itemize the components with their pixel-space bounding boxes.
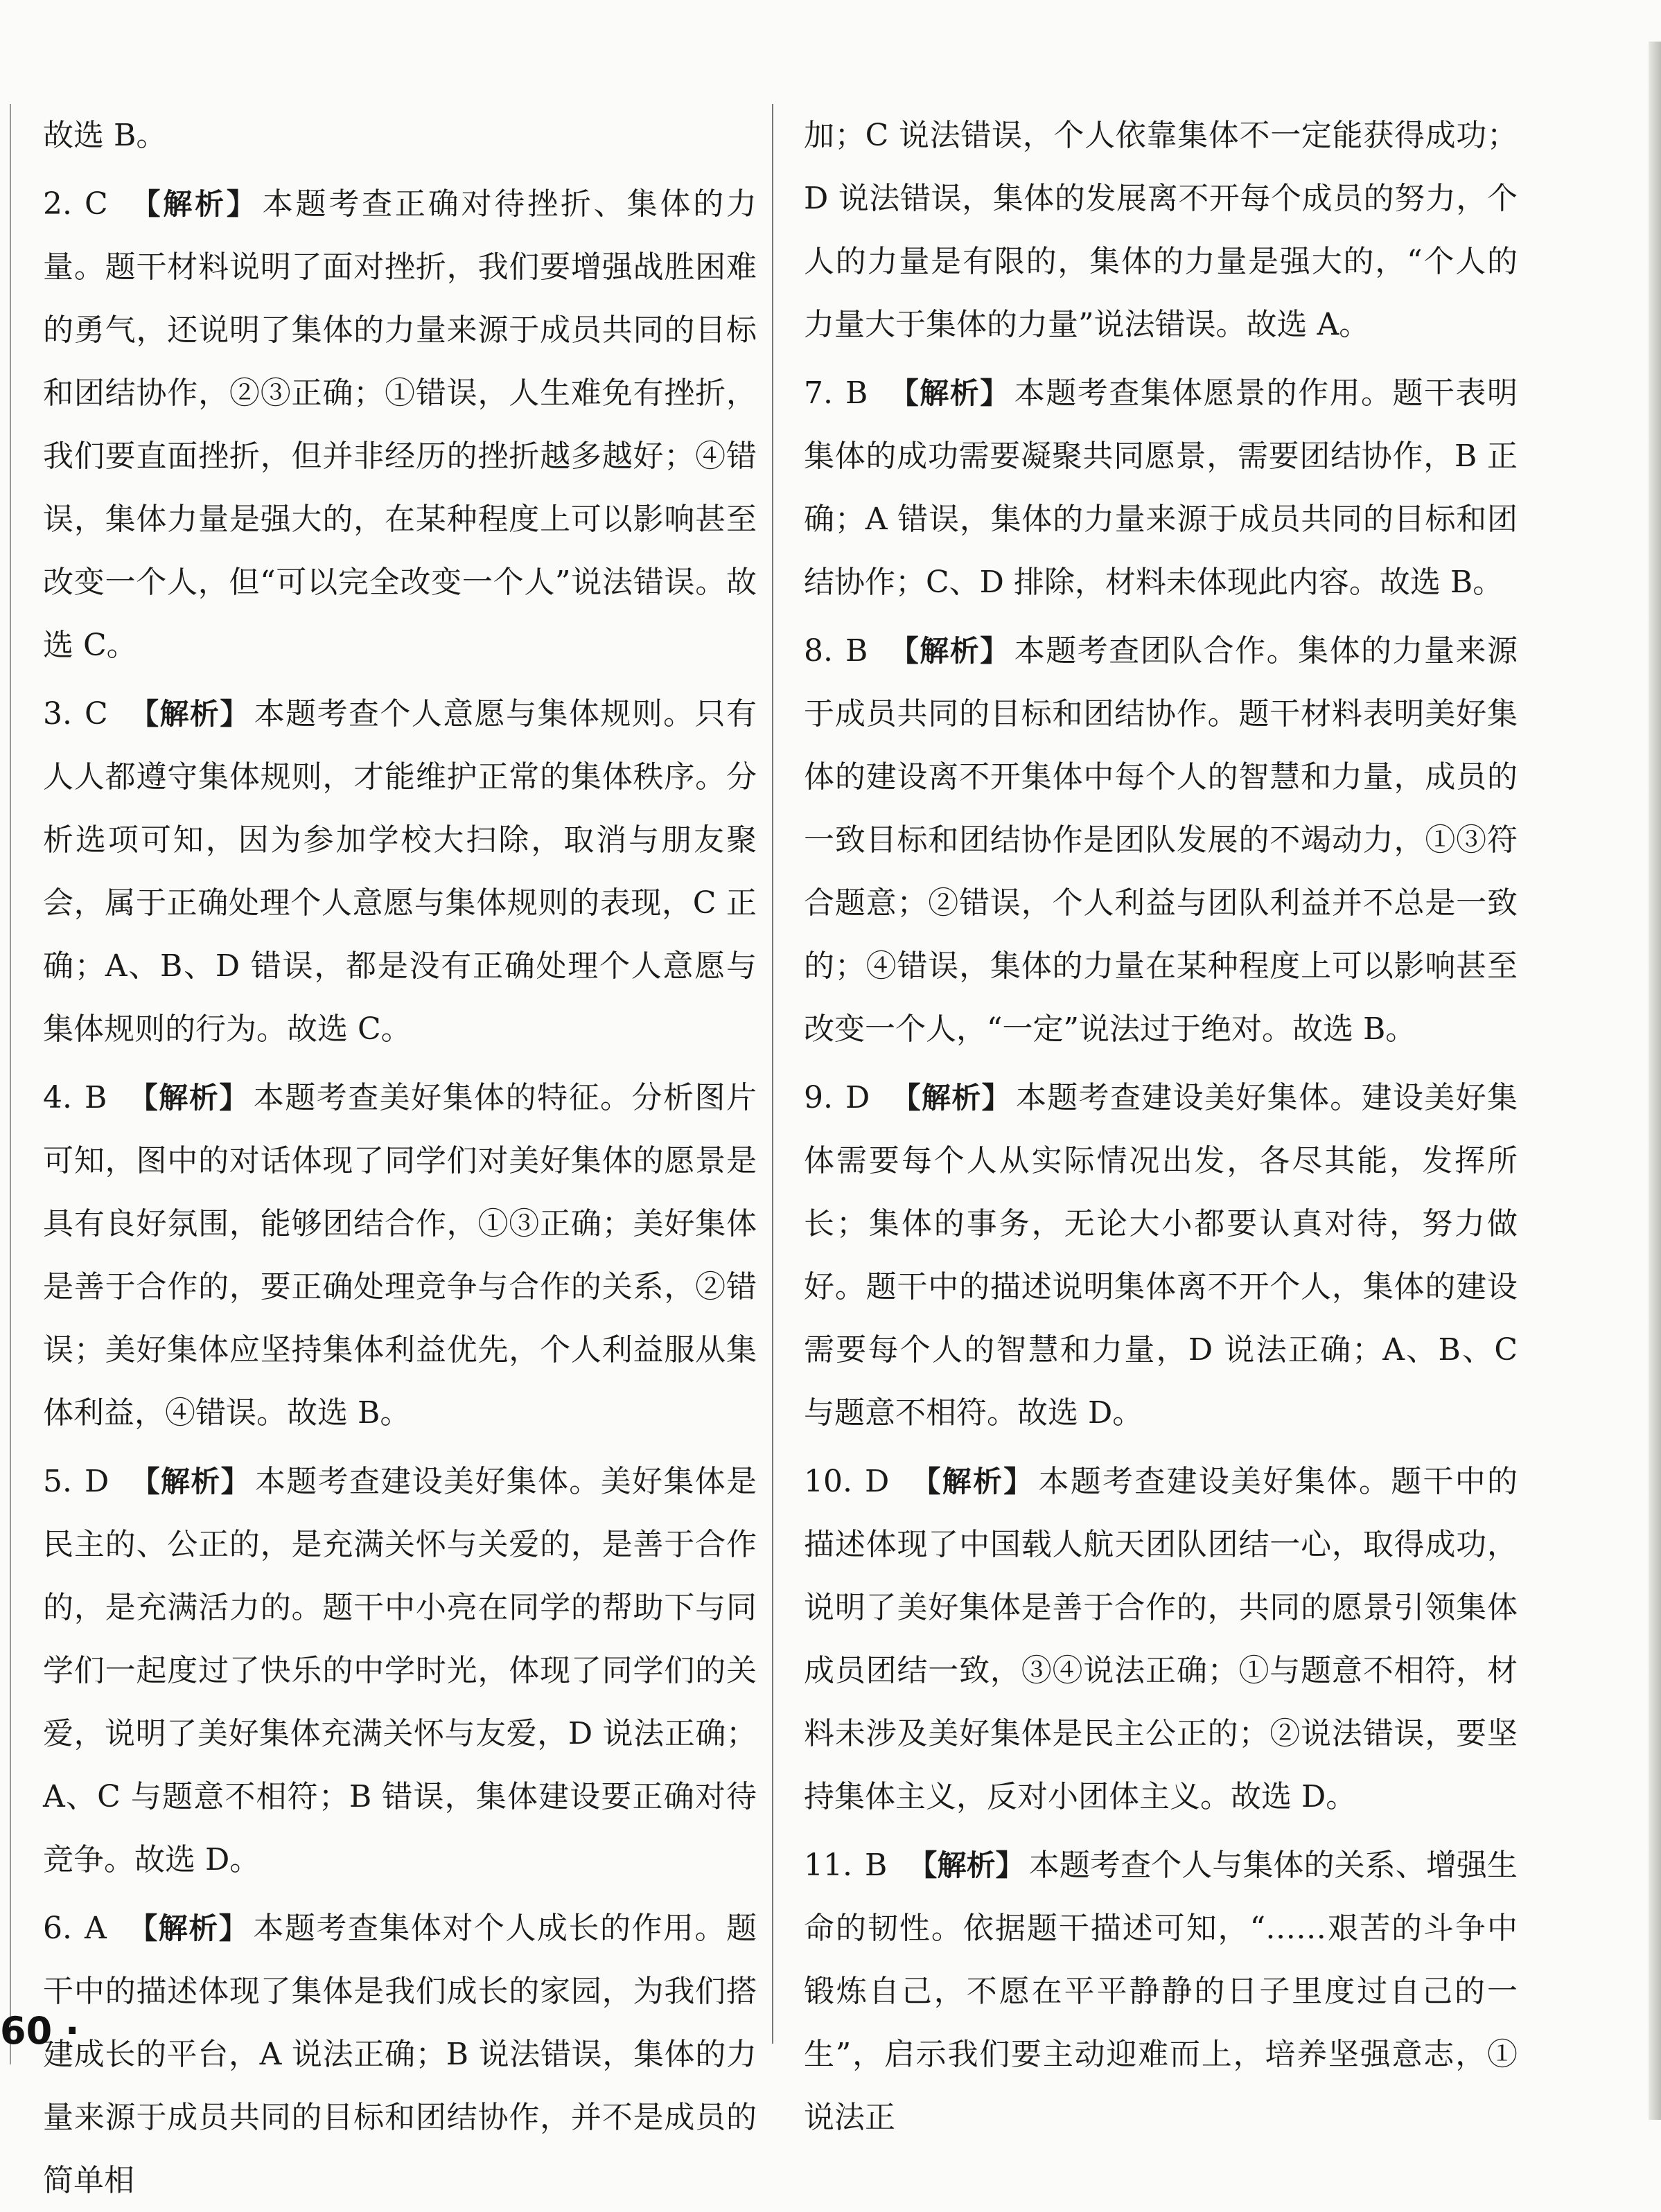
- page-edge-shadow: [1649, 42, 1661, 2120]
- analysis-text: 本题考查建设美好集体。建设美好集体需要每个人从实际情况出发，各尽其能，发挥所长；集体的事务，无论大小都要认真对待，努力做好。题干中的描述说明集体离不开个人，集体的建设需要每个人的智慧和力量，D 说法正确；A、B、C 与题意不相符。故选 D。: [804, 1080, 1518, 1431]
- left-column: [43, 104, 757, 2198]
- answer-letter: D: [845, 1080, 870, 1115]
- analysis-tag: 【解析】: [890, 1081, 1012, 1115]
- answer-letter: D: [84, 1464, 109, 1499]
- answer-entry-6: [43, 1897, 757, 2212]
- answer-entry-4: [43, 1066, 757, 1444]
- binding-margin-line: [10, 104, 11, 2064]
- question-number: 3.: [43, 696, 72, 732]
- right-column-intro: 加；C 说法错误，个人依靠集体不一定能获得成功；D 说法错误，集体的发展离不开每个成员的努力，个人的力量是有限的，集体的力量是强大的，“个人的力量大于集体的力量”说法错误。故选 A。: [804, 118, 1518, 342]
- question-number: 4.: [43, 1080, 72, 1115]
- analysis-text: 本题考查个人与集体的关系、增强生命的韧性。依据题干描述可知，“……艰苦的斗争中锻炼自己，不愿在平平静静的日子里度过自己的一生”，启示我们要主动迎难而上，培养坚强意志，①说法正: [804, 1848, 1518, 2135]
- question-number: 11.: [804, 1848, 852, 1883]
- analysis-text: 本题考查集体愿景的作用。题干表明集体的成功需要凝聚共同愿景，需要团结协作，B 正确；A 错误，集体的力量来源于成员共同的目标和团结协作；C、D 排除，材料未体现此内容。故选 B。: [804, 375, 1518, 600]
- answer-entry-3: [43, 682, 757, 1061]
- answer-letter: B: [845, 375, 868, 411]
- answer-entry-8: [804, 619, 1518, 1061]
- analysis-text: 本题考查正确对待挫折、集体的力量。题干材料说明了面对挫折，我们要增强战胜困难的勇气，还说明了集体的力量来源于成员共同的目标和团结协作，②③正确；①错误，人生难免有挫折，我们要直面挫折，但并非经历的挫折越多越好；④错误，集体力量是强大的，在某种程度上可以影响甚至改变一个人，但“可以完全改变一个人”说法错误。故选 C。: [43, 186, 757, 663]
- answer-entry-7: [804, 362, 1518, 614]
- analysis-text: 本题考查个人意愿与集体规则。只有人人都遵守集体规则，才能维护正常的集体秩序。分析选项可知，因为参加学校大扫除，取消与朋友聚会，属于正确处理个人意愿与集体规则的表现，C 正确；A、B、D 错误，都是没有正确处理个人意愿与集体规则的行为。故选 C。: [43, 696, 757, 1047]
- right-column: [804, 104, 1518, 2135]
- question-number: 7.: [804, 375, 833, 411]
- answer-letter: C: [84, 186, 108, 222]
- page-number: 60 ·: [0, 2009, 80, 2053]
- analysis-text: 本题考查团队合作。集体的力量来源于成员共同的目标和团结协作。题干材料表明美好集体的建设离不开集体中每个人的智慧和力量，成员的一致目标和团结协作是团队发展的不竭动力，①③符合题意；②错误，个人利益与团队利益并不总是一致的；④错误，集体的力量在某种程度上可以影响甚至改变一个人，“一定”说法过于绝对。故选 B。: [804, 633, 1518, 1047]
- answer-entry-9: [804, 1066, 1518, 1444]
- analysis-tag: 【解析】: [910, 1465, 1035, 1498]
- answer-letter: B: [864, 1848, 888, 1883]
- column-divider: [772, 104, 773, 2044]
- analysis-tag: 【解析】: [888, 634, 1010, 668]
- question-number: 10.: [804, 1464, 852, 1499]
- analysis-tag: 【解析】: [128, 697, 250, 731]
- left-column-intro: 故选 B。: [43, 118, 167, 153]
- question-number: 9.: [804, 1080, 833, 1115]
- analysis-tag: 【解析】: [128, 1081, 249, 1115]
- answer-letter: C: [84, 696, 108, 732]
- question-number: 5.: [43, 1464, 72, 1499]
- answer-letter: D: [864, 1464, 890, 1499]
- analysis-text: 本题考查建设美好集体。题干中的描述体现了中国载人航天团队团结一心，取得成功，说明了美好集体是善于合作的，共同的愿景引领集体成员团结一致，③④说法正确；①与题意不相符，材料未涉及美好集体是民主公正的；②说法错误，要坚持集体主义，反对小团体主义。故选 D。: [804, 1464, 1518, 1814]
- question-number: 6.: [43, 1911, 72, 1946]
- answer-entry-5: [43, 1450, 757, 1891]
- answer-entry-10: [804, 1450, 1518, 1828]
- analysis-tag: 【解析】: [888, 376, 1010, 410]
- answer-letter: B: [845, 633, 868, 669]
- answer-letter: A: [84, 1911, 107, 1946]
- analysis-text: 本题考查集体对个人成长的作用。题干中的描述体现了集体是我们成长的家园，为我们搭建成长的平台，A 说法正确；B 说法错误，集体的力量来源于成员共同的目标和团结协作，并不是成员的简单相: [43, 1911, 757, 2198]
- answer-entry-11: [804, 1834, 1518, 2149]
- analysis-tag: 【解析】: [128, 187, 258, 221]
- analysis-tag: 【解析】: [908, 1848, 1025, 1882]
- question-number: 8.: [804, 633, 833, 669]
- analysis-tag: 【解析】: [130, 1465, 251, 1498]
- question-number: 2.: [43, 186, 72, 222]
- answer-letter: B: [84, 1080, 107, 1115]
- analysis-text: 本题考查美好集体的特征。分析图片可知，图中的对话体现了同学们对美好集体的愿景是具有良好氛围，能够团结合作，①③正确；美好集体是善于合作的，要正确处理竞争与合作的关系，②错误；美好集体应坚持集体利益优先，个人利益服从集体利益，④错误。故选 B。: [43, 1080, 757, 1431]
- analysis-tag: 【解析】: [127, 1911, 249, 1945]
- analysis-text: 本题考查建设美好集体。美好集体是民主的、公正的，是充满关怀与关爱的，是善于合作的，是充满活力的。题干中小亮在同学的帮助下与同学们一起度过了快乐的中学时光，体现了同学们的关爱，说明了美好集体充满关怀与友爱，D 说法正确；A、C 与题意不相符；B 错误，集体建设要正确对待竞争。故选 D。: [43, 1464, 757, 1877]
- answer-entry-2: [43, 172, 757, 677]
